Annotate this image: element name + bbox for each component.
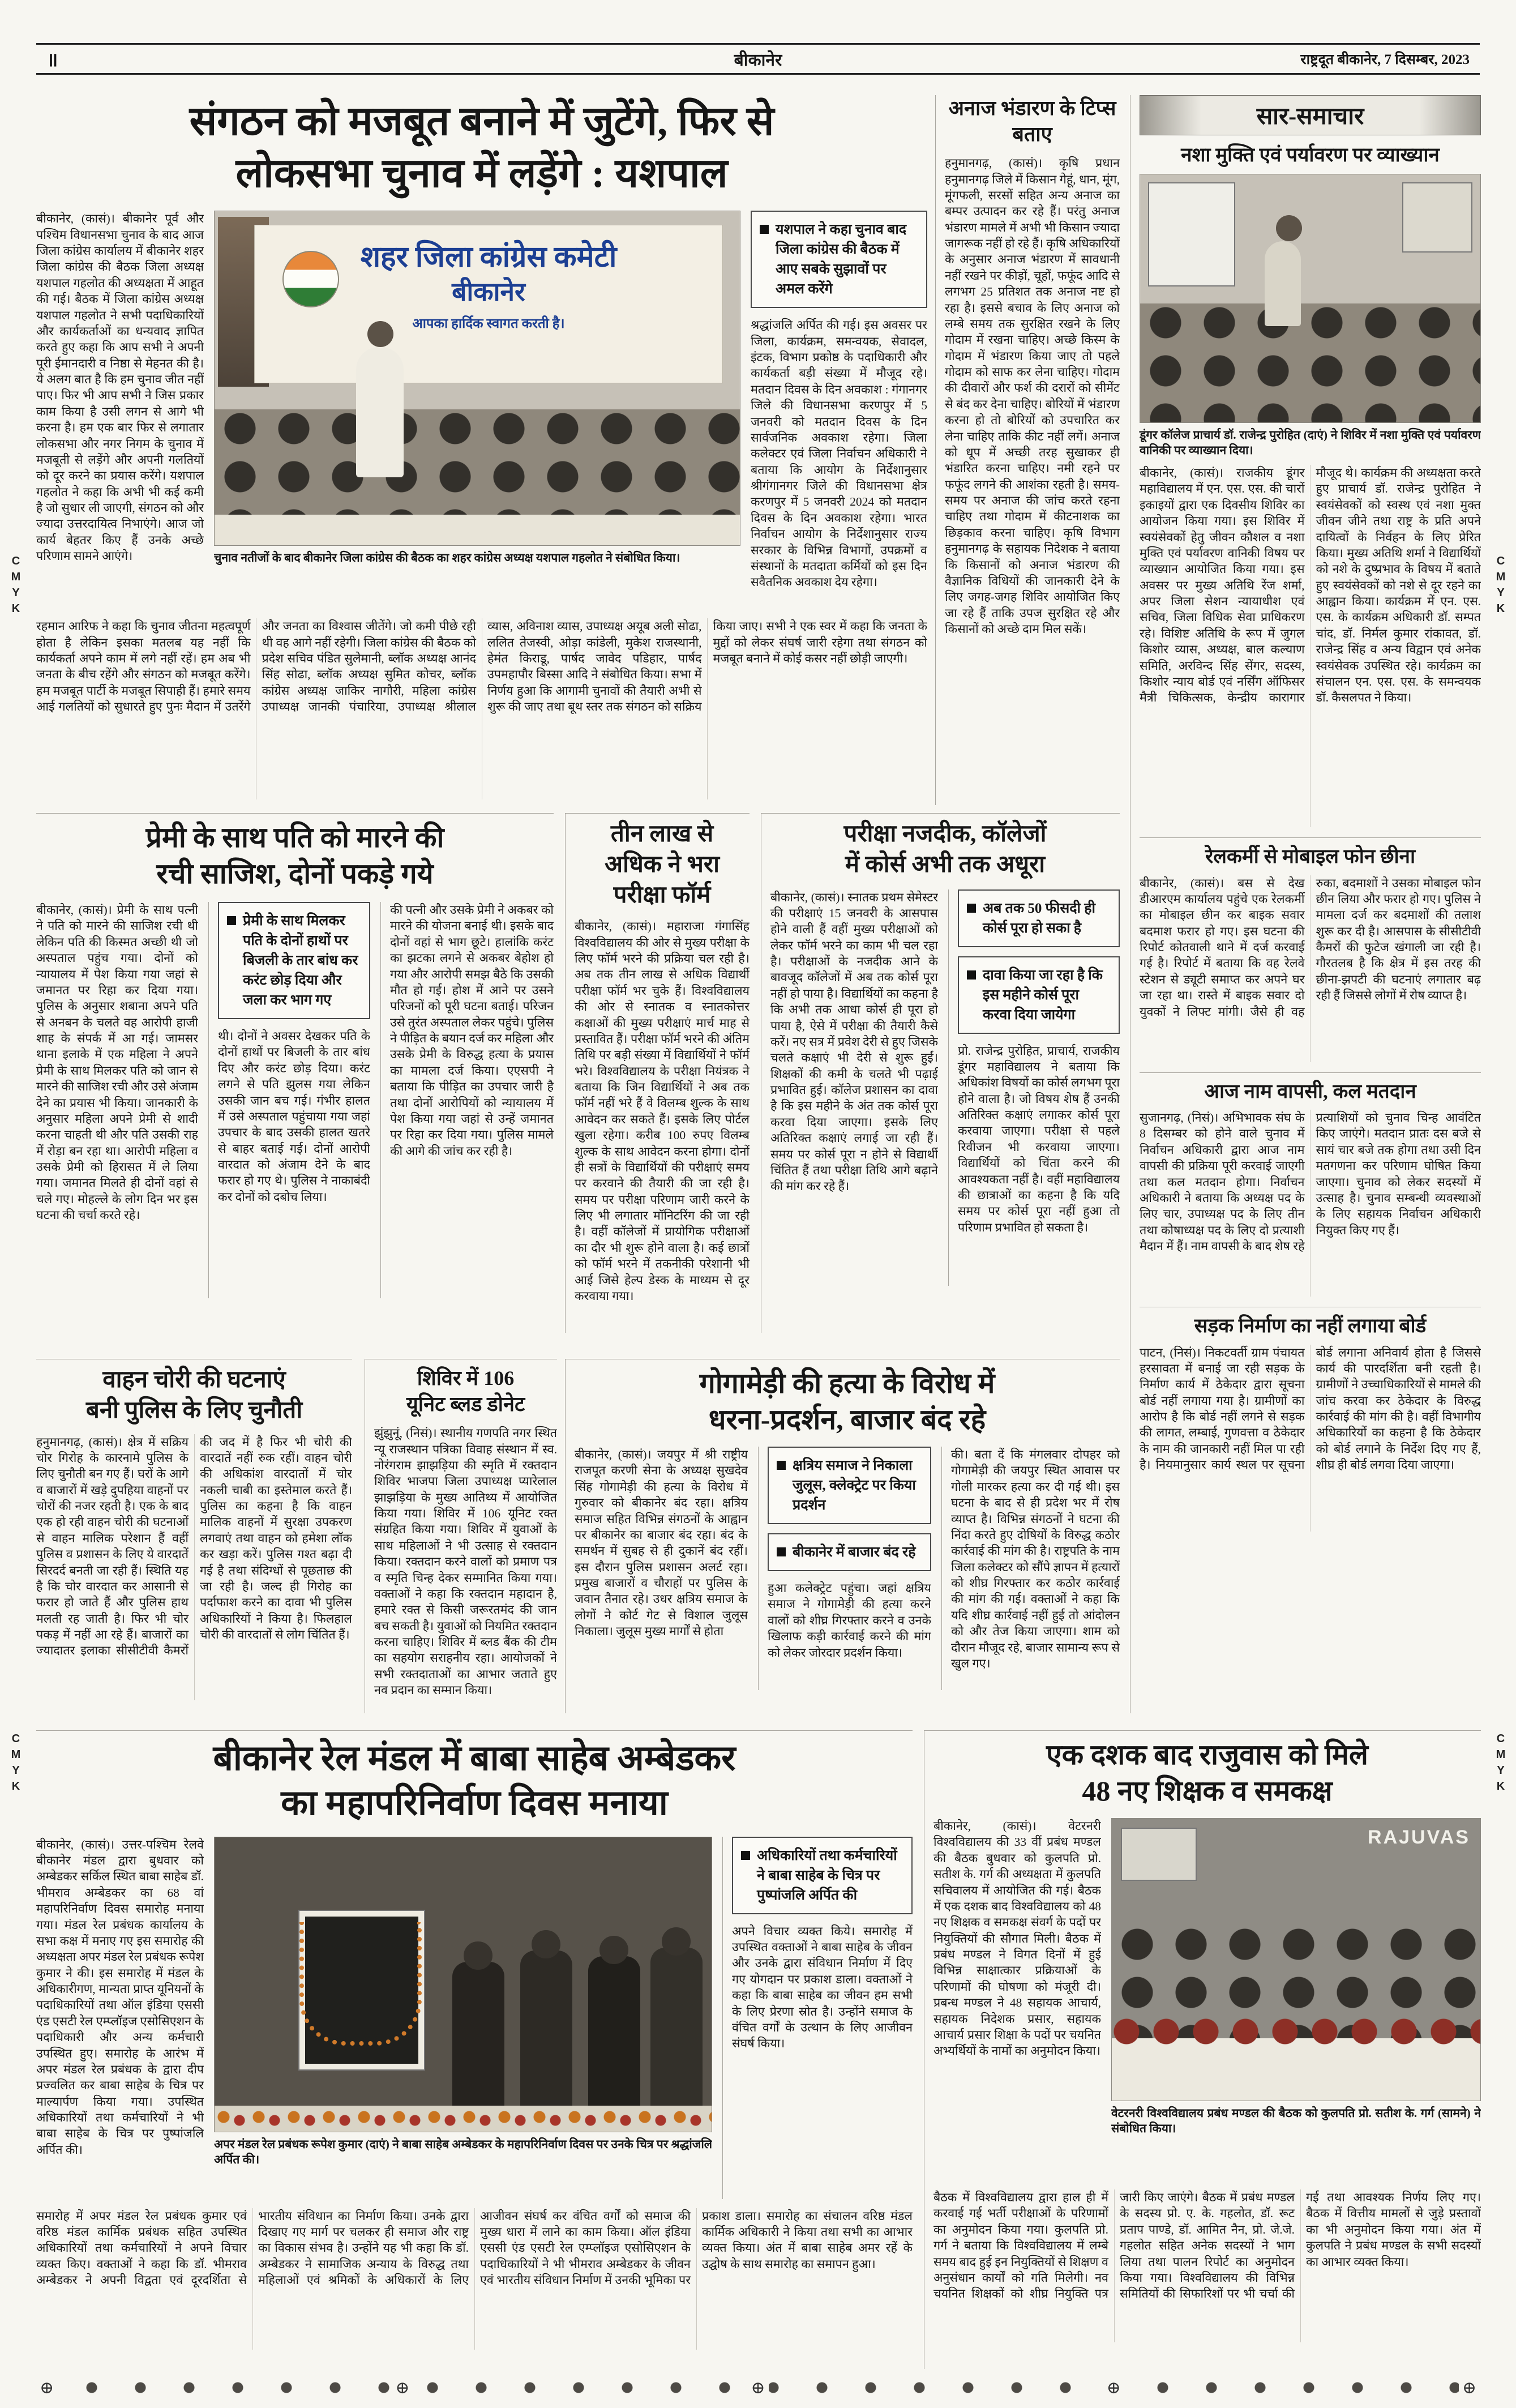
gogamedi-box2-text: बीकानेर में बाजार बंद रहे (793, 1545, 916, 1560)
article-exam-form-headline-line2: अधिक ने भरा (605, 851, 720, 878)
gogamedi-box1 (768, 1447, 931, 1524)
article-yashpal-headline-line1: संगठन को मजबूत बनाने में जुटेंगे, फिर से (189, 99, 774, 144)
article-exam-form-headline-line1: तीन लाख से (610, 821, 714, 847)
article-vehicle-body: हनुमानगढ़, (कासं)। क्षेत्र में सक्रिय चोर गिरोह के कारनामे पुलिस के लिए चुनौती बन गए हैं। घरों के आगे व बाजारों में खड़े दुपहिया वाहनों पर चोरों की नजर रहती है। एक के बाद एक हो रही वाहन चोरी की घटनाओं से वाहन मालिक परेशान हैं वहीं पुलिस व प्रशासन के लिए ये वारदातें सिरदर्द बनती जा रही हैं। स्थिति यह है कि चोर वारदात कर आसानी से फरार हो जाते हैं और पुलिस हाथ मलती रह जाती है। फिर भी चोर पकड़ में नहीं आ रहे हैं। बाजारों का ज्यादातर इलाका सीसीटीवी कैमरों की जद में है फिर भी चोरी की वारदातें नहीं रुक रहीं। वाहन चोरी की अधिकांश वारदातों में चोर नकली चाबी का इस्तेमाल करते हैं। पुलिस का कहना है कि वाहन मालिक वाहनों में सुरक्षा उपकरण लगवाएं तथा वाहन को हमेशा लॉक कर खड़ा करें। पुलिस गश्त बढ़ा दी गई है तथा संदिग्धों से पूछताछ की जा रही है। जल्द ही गिरोह का पर्दाफाश करने का दावा भी पुलिस अधिकारियों ने किया है। फिलहाल चोरी की वारदातों से लोग चिंतित हैं। (36, 1435, 352, 1658)
rajuvas-meeting-photo (1111, 1818, 1481, 2101)
masthead-city-title: बीकानेर (734, 50, 782, 70)
registration-marks-strip (36, 2378, 1480, 2397)
article-course-headline-line2: में कोर्स अभी तक अधूरा (845, 851, 1046, 878)
saar-samachar-rail (1130, 95, 1481, 1713)
article-ambedkar (36, 1730, 913, 2369)
congress-photo-caption: चुनाव नतीजों के बाद बीकानेर जिला कांग्रेस की बैठक का शहर कांग्रेस अध्यक्ष यशपाल गहलोत ने संबोधित किया। (214, 551, 680, 565)
course-box1 (958, 889, 1120, 947)
rajuvas-photo-caption: वेटरनरी विश्वविद्यालय प्रबंध मण्डल की बैठक को कुलपति प्रो. सतीश के. गर्ग (सामने) ने संबोधित किया। (1111, 2106, 1481, 2136)
congress-meeting-photo (214, 211, 740, 546)
article-blood-headline-line2: यूनिट ब्लड डोनेट (406, 1393, 525, 1416)
article-course (761, 813, 1120, 1333)
course-box2 (958, 956, 1120, 1034)
article-vehicle (36, 1359, 352, 1713)
nasha-shivir-photo (1140, 174, 1481, 423)
congress-logo-icon (282, 251, 339, 307)
article-ambedkar-headline-line2: का महापरिनिर्वाण दिवस मनाया (281, 1784, 668, 1823)
article-phone-headline: रेलकर्मी से मोबाइल फोन छीना (1140, 837, 1481, 870)
article-blood-body: झुंझुनूं, (निसं)। स्थानीय गणपति नगर स्थित न्यू राजस्थान पत्रिका विवाह संस्थान में स्व. नोरंगराम झाझड़िया की स्मृति में रक्तदान शिविर भाजपा जिला उपाध्यक्ष प्यारेलाल झाझड़िया के मुख्य आतिथ्य में आयोजित किया गया। शिविर में 106 यूनिट रक्त संग्रहित किया गया। शिविर में युवाओं के साथ महिलाओं ने भी उत्साह से रक्तदान किया। रक्तदान करने वालों को प्रमाण पत्र व स्मृति चिन्ह देकर सम्मानित किया गया। वक्ताओं ने कहा कि रक्तदान महादान है, हमारे रक्त से किसी जरूरतमंद की जान बच सकती है। युवाओं को नियमित रक्तदान करना चाहिए। शिविर में ब्लड बैंक की टीम का सहयोग सराहनीय रहा। आयोजकों ने सभी रक्तदाताओं का आभार जताते हुए नव प्रदान का सम्मान किया। (374, 1426, 557, 1697)
article-yashpal-bottom-text: रहमान आरिफ ने कहा कि चुनाव जीतना महत्वपूर्ण होता है लेकिन इसका मतलब यह नहीं कि कार्यकर्ता अपने काम में लगे नहीं रहें। हम अब भी जनता के बीच रहेंगे और संगठन को मजबूत करेंगे। हम मजबूत पार्टी के मजबूत सिपाही हैं। हमारे समय आई गलतियों को सुधारते हुए पुनः मैदान में उतरेंगे और जनता का विश्वास जीतेंगे। जो कमी पीछे रही थी वह आगे नहीं रहेगी। जिला कांग्रेस की बैठक को प्रदेश सचिव पंडित सुलेमानी, ब्लॉक अध्यक्ष आनंद सिंह सोढा, ब्लॉक अध्यक्ष सुमित कोचर, ब्लॉक कांग्रेस अध्यक्ष जाकिर नागौरी, महिला कांग्रेस उपाध्यक्ष जानकी पंचारिया, उपाध्यक्ष श्रीलाल व्यास, अविनाश व्यास, उपाध्यक्ष अयूब अली सोढा, ललित तेजस्वी, ओड़ा कांडेली, मुकेश राजस्थानी, हेमंत किराडू, पार्षद जावेद पडिहार, पार्षद उपमहापौर बिस्सा आदि ने संबोधित किया। सभा में निर्णय हुआ कि आगामी चुनावों की तैयारी अभी से शुरू की जाए तथा बूथ स्तर तक संगठन को सक्रिय किया जाए। सभी ने एक स्वर में कहा कि जनता के मुद्दों को लेकर संघर्ष जारी रहेगा तथा संगठन को मजबूत बनाने में कोई कसर नहीं छोड़ी जाएगी। (36, 619, 927, 714)
article-gogamedi-column2: हुआ कलेक्ट्रेट पहुंचा। जहां क्षत्रिय समाज ने गोगामेड़ी की हत्या करने वालों को शीघ्र गिरफ्तार करने व उनके खिलाफ कड़ी कार्रवाई करने की मांग को लेकर जोरदार प्रदर्शन किया। (768, 1581, 931, 1659)
article-ambedkar-bottom-text: समारोह में अपर मंडल रेल प्रबंधक कुमार एवं वरिष्ठ मंडल कार्मिक प्रबंधक सहित उपस्थित अधिकारियों तथा कर्मचारियों ने अपने विचार व्यक्त किए। वक्ताओं ने कहा कि डॉ. भीमराव अम्बेडकर ने अपनी विद्वता एवं दूरदर्शिता से भारतीय संविधान का निर्माण किया। उनके द्वारा दिखाए गए मार्ग पर चलकर ही समाज और राष्ट्र का विकास संभव है। उन्होंने यह भी कहा कि डॉ. अम्बेडकर ने सामाजिक अन्याय के विरुद्ध तथा महिलाओं एवं श्रमिकों के अधिकारों के लिए आजीवन संघर्ष कर वंचित वर्गों को समाज की मुख्य धारा में लाने का काम किया। ऑल इंडिया एससी एंड एसटी रेल एम्प्लॉइज एसोसिएशन के पदाधिकारियों ने भी भीमराव अम्बेडकर के जीवन एवं भारतीय संविधान निर्माण में उनकी भूमिका पर प्रकाश डाला। समारोह का संचालन वरिष्ठ मंडल कार्मिक अधिकारी ने किया तथा सभी का आभार व्यक्त किया। अंत में बाबा साहेब अमर रहें के उद्घोष के साथ समारोह का समापन हुआ। (36, 2209, 913, 2287)
course-box1-text: अब तक 50 फीसदी ही कोर्स पूरा हो सका है (983, 900, 1095, 936)
article-rajuvas-column-left: बीकानेर, (कासं)। वेटरनरी विश्वविद्यालय की 33 वीं प्रबंध मण्डल की बैठक बुधवार को कुलपति प्रो. सतीश के. गर्ग की अध्यक्षता में कुलपति सचिवालय में आयोजित की गई। बैठक में एक दशक बाद विश्वविद्यालय को 48 नए शिक्षक व समकक्ष संवर्ग के पदों पर नियुक्तियों की सौगात मिली। बैठक में प्रबंध मण्डल ने विगत दिनों में हुई विभिन्न साक्षात्कार प्रक्रियाओं के परिणामों की घोषणा को मंजूरी दी। प्रबन्ध मण्डल ने 48 सहायक आचार्य, सहायक निदेशक प्रसार, सहायक आचार्य प्रसार शिक्षा के पदों पर चयनित अभ्यर्थियों के नामों का अनुमोदन किया। (933, 1819, 1101, 2058)
premi-pullquote-text: प्रेमी के साथ मिलकर पति के दोनों हाथों पर बिजली के तार बांध कर करंट छोड़ दिया और जला कर भाग गए (243, 913, 358, 1008)
projector-screen (1148, 182, 1235, 286)
window-light (1402, 182, 1472, 253)
article-exam-form (565, 813, 750, 1333)
article-phone-body: बीकानेर, (कासं)। बस से देख डीआरएम कार्यालय पहुंचे एक रेलकर्मी का मोबाइल छीन कर बाइक सवार बदमाश फरार हो गए। इस घटना की रिपोर्ट कोतवाली थाने में दर्ज करवाई गई है। रिपोर्ट में बताया कि वह रेलवे स्टेशन से ड्यूटी समाप्त कर अपने घर जा रहा था। रास्ते में बाइक सवार दो युवकों ने लिफ्ट मांगी। जैसे ही वह रुका, बदमाशों ने उसका मोबाइल फोन छीन लिया और फरार हो गए। पुलिस ने मामला दर्ज कर बदमाशों की तलाश शुरू कर दी है। आसपास के सीसीटीवी कैमरों की फुटेज खंगाली जा रही है। गौरतलब है कि क्षेत्र में इस तरह की छीना-झपटी की घटनाएं लगातार बढ़ रही हैं जिससे लोगों में रोष व्याप्त है। (1140, 876, 1481, 1019)
article-vehicle-headline-line2: बनी पुलिस के लिए चुनौती (85, 1397, 303, 1423)
article-vehicle-headline-line1: वाहन चोरी की घटनाएं (102, 1367, 286, 1393)
article-gogamedi-column3: की। बता दें कि मंगलवार दोपहर को गोगामेड़ी की जयपुर स्थित आवास पर गोली मारकर हत्या कर दी गई थी। इस घटना के बाद से ही प्रदेश भर में रोष व्याप्त है। विभिन्न संगठनों ने घटना की निंदा करते हुए दोषियों के विरुद्ध कठोर कार्रवाई की मांग की है। राष्ट्रपति के नाम जिला कलेक्टर को सौंपे ज्ञापन में हत्यारों को शीघ्र गिरफ्तार कर कठोर कार्रवाई की मांग की गई। वक्ताओं ने कहा कि यदि शीघ्र कार्रवाई नहीं हुई तो आंदोलन को और तेज किया जाएगा। शाम को दौरान मौजूद रहे, बाजार सामान्य रूप से खुल गए। (941, 1447, 1120, 1690)
article-rajuvas-headline-line2: 48 नए शिक्षक व समकक्ष (1082, 1775, 1333, 1807)
article-gogamedi (565, 1359, 1120, 1713)
article-ambedkar-column-right: अपने विचार व्यक्त किये। समारोह में उपस्थित वक्ताओं ने बाबा साहेब के जीवन और उनके द्वारा संविधान निर्माण में दिए गए योगदान पर प्रकाश डाला। वक्ताओं ने कहा कि बाबा साहेब का जीवन हम सभी के लिए प्रेरणा स्रोत है। उन्होंने समाज के वंचित वर्गों के उत्थान के लिए आजीवन संघर्ष किया। (732, 1924, 913, 2051)
article-gogamedi-headline-line2: धरना-प्रदर्शन, बाजार बंद रहे (708, 1404, 986, 1435)
article-course-headline-line1: परीक्षा नजदीक, कॉलेजों (843, 821, 1047, 847)
square-bullet-icon (227, 916, 236, 925)
article-premi-column3: की पत्नी और उसके प्रेमी ने अकबर को मारने की योजना बनाई थी। इसके बाद दोनों वहां से भाग छूटे। हालांकि करंट का झटका लगने से अकबर बेहोश हो गया और आरोपी समझ बैठे कि उसकी मौत हो गई। होश में आने पर उसने परिजनों को पूरी घटना बताई। परिजन उसे तुरंत अस्पताल लेकर पहुंचे। पुलिस ने पीड़ित के बयान दर्ज कर महिला और उसके प्रेमी के विरुद्ध हत्या के प्रयास का मामला दर्ज किया। एएसपी ने बताया कि पीड़ित का उपचार जारी है तथा दोनों आरोपियों को न्यायालय में पेश किया गया जहां से उन्हें जमानत पर रिहा कर दिया गया। पुलिस मामले की आगे की जांच कर रही है। (380, 902, 554, 1298)
speaker-silhouette (356, 347, 404, 477)
article-anaj-headline: अनाज भंडारण के टिप्स बताए (948, 97, 1116, 146)
seminar-audience-silhouettes (1140, 303, 1480, 422)
meeting-table (215, 515, 740, 545)
article-exam-form-headline-line3: परीक्षा फॉर्म (613, 882, 711, 908)
article-ambedkar-column-left: बीकानेर, (कासं)। उत्तर-पश्चिम रेलवे बीकानेर मंडल द्वारा बुधवार को अम्बेडकर सर्किल स्थित बाबा साहेब डॉ. भीमराव अम्बेडकर का 68 वां महापरिनिर्वाण दिवस समारोह मनाया गया। मंडल रेल प्रबंधक कार्यालय के सभा कक्ष में मनाए गए इस समारोह की अध्यक्षता अपर मंडल रेल प्रबंधक रूपेश कुमार ने की। इस समारोह में मंडल के अधिकारीगण, मान्यता प्राप्त यूनियनों के पदाधिकारियों तथा ऑल इंडिया एससी एंड एसटी रेल एम्प्लॉइज एसोसिएशन के पदाधिकारी और अन्य कर्मचारी उपस्थित हुए। समारोह के आरंभ में अपर मंडल रेल प्रबंधक के द्वारा दीप प्रज्वलित कर बाबा साहेब के चित्र पर माल्यार्पण किया गया। उपस्थित अधिकारियों तथा कर्मचारियों ने भी बाबा साहेब के चित्र पर पुष्पांजलि अर्पित की। (36, 1837, 204, 2157)
cmyk-mark-bottom-right: CMYK (1494, 1733, 1507, 1796)
square-bullet-icon (967, 970, 976, 980)
ambedkar-photo-caption: अपर मंडल रेल प्रबंधक रूपेश कुमार (दाएं) ने बाबा साहेब अम्बेडकर के महापरिनिर्वाण दिवस पर उनके चित्र पर श्रद्धांजलि अर्पित की। (214, 2137, 712, 2167)
lecturer-silhouette (1265, 241, 1301, 326)
article-gogamedi-column1: बीकानेर, (कासं)। जयपुर में श्री राष्ट्रीय राजपूत करणी सेना के अध्यक्ष सुखदेव सिंह गोगामेड़ी की हत्या के विरोध में गुरुवार को बीकानेर बंद रहा। क्षत्रिय समाज सहित विभिन्न संगठनों के आह्वान पर बीकानेर का बाजार बंद रहा। बंद के समर्थन में सुबह से ही दुकानें बंद रहीं। इस दौरान पुलिस प्रशासन अलर्ट रहा। प्रमुख बाजारों व चौराहों पर पुलिस के जवान तैनात रहे। उधर क्षत्रिय समाज के लोगों ने कोर्ट गेट से विशाल जुलूस निकाला। जुलूस मुख्य मार्गों से होता (575, 1448, 748, 1639)
cmyk-mark-bottom-left: CMYK (10, 1733, 22, 1796)
article-naam-headline: आज नाम वापसी, कल मतदान (1140, 1072, 1481, 1105)
banner-text-line1: शहर जिला कांग्रेस कमेटी (360, 241, 617, 274)
article-premi-column2: थी। दोनों ने अवसर देखकर पति के दोनों हाथों पर बिजली के तार बांध दिए और करंट छोड़ दिया। करंट लगने से पति झुलस गया लेकिन उसकी जान बच गई। गंभीर हालत में उसे अस्पताल पहुंचाया गया जहां उपचार के बाद उसकी हालत खतरे से बाहर बताई गई। दोनों आरोपी वारदात को अंजाम देने के बाद फरार हो गए थे। पुलिस ने नाकाबंदी कर दोनों को दबोच लिया। (218, 1029, 370, 1204)
article-anaj (935, 95, 1120, 805)
yashpal-subhead-text: यशपाल ने कहा चुनाव बाद जिला कांग्रेस की बैठक में आए सबके सुझावों पर अमल करेंगे (776, 222, 907, 297)
rajuvas-wall-sign: RAJUVAS (1368, 1827, 1470, 1848)
article-sadak-headline: सड़क निर्माण का नहीं लगाया बोर्ड (1140, 1307, 1481, 1339)
cmyk-mark-right: CMYK (1494, 555, 1507, 618)
square-bullet-icon (777, 1547, 786, 1556)
saar-samachar-banner: सार-समाचार (1140, 95, 1481, 135)
article-nasha-headline: नशा मुक्ति एवं पर्यावरण पर व्याख्यान (1181, 144, 1440, 166)
square-bullet-icon (741, 1851, 750, 1860)
gogamedi-box2 (768, 1533, 931, 1571)
masthead-logo-icon: ॥ (46, 50, 58, 71)
masthead-edition-date: राष्ट्रदूत बीकानेर, 7 दिसम्बर, 2023 (1300, 52, 1470, 67)
registration-target-icon: ⊕ (1459, 2378, 1480, 2398)
article-rajuvas-bottom-text: बैठक में विश्वविद्यालय द्वारा हाल ही में करवाई गई भर्ती परीक्षाओं के परिणामों का अनुमोदन किया गया। कुलपति प्रो. गर्ग ने बताया कि विश्वविद्यालय में लम्बे समय बाद हुई इन नियुक्तियों से शिक्षण व अनुसंधान कार्यों को गति मिलेगी। नव चयनित शिक्षकों को शीघ्र नियुक्ति पत्र जारी किए जाएंगे। बैठक में प्रबंध मण्डल के सदस्य प्रो. ए. के. गहलोत, डॉ. रूट प्रताप पाण्डे, डॉ. आमित नैन, प्रो. जे.जे. गहलोत सहित अनेक सदस्यों ने भाग लिया तथा पालन रिपोर्ट का अनुमोदन किया गया। विश्वविद्यालय की विभिन्न समितियों की सिफारिशों पर भी चर्चा की गई तथा आवश्यक निर्णय लिए गए। बैठक में वित्तीय मामलों से जुड़े प्रस्तावों का भी अनुमोदन किया गया। अंत में कुलपति ने प्रबंध मण्डल के सभी सदस्यों का आभार व्यक्त किया। (933, 2191, 1481, 2301)
person-silhouette (452, 1962, 504, 2109)
masthead (36, 43, 1480, 75)
article-yashpal (36, 95, 927, 805)
article-course-column2: प्रो. राजेन्द्र पुरोहित, प्राचार्य, राजकीय डूंगर महाविद्यालय ने बताया कि अधिकांश विषयों का कोर्स लगभग पूरा होने वाला है। जो विषय शेष हैं उनकी अतिरिक्त कक्षाएं लगाकर कोर्स पूरा करवाया जाएगा। परीक्षा से पहले रिवीजन भी करवाया जाएगा। विद्यार्थियों को चिंता करने की आवश्यकता नहीं है। वहीं महाविद्यालय की छात्राओं का कहना है कि यदि समय पर कोर्स पूरा नहीं हुआ तो परिणाम प्रभावित हो सकता है। (958, 1043, 1120, 1234)
person-silhouette (650, 1948, 703, 2109)
course-box2-text: दावा किया जा रहा है कि इस महीने कोर्स पूरा करवा दिया जायेगा (983, 967, 1103, 1023)
ambedkar-subhead-box (732, 1837, 913, 1914)
article-blood (365, 1359, 557, 1713)
article-rajuvas (924, 1730, 1481, 2369)
article-course-column1: बीकानेर, (कासं)। स्नातक प्रथम सेमेस्टर की परीक्षाएं 15 जनवरी के आसपास होने वाली हैं वहीं मुख्य परीक्षाओं को लेकर फॉर्म भरने का काम भी चल रहा है। परीक्षाओं के नजदीक आने के बावजूद कॉलेजों में अब तक कोर्स पूरा नहीं हो पाया है। विद्यार्थियों का कहना है कि अभी तक आधा कोर्स ही पूरा हो पाया है, ऐसे में परीक्षा की तैयारी कैसे करें। नए सत्र में प्रवेश देरी से हुए जिसके चलते कक्षाएं भी देरी से शुरू हुईं। शिक्षकों की कमी के चलते भी पढ़ाई प्रभावित हुई। कॉलेज प्रशासन का दावा है कि इस महीने के अंत तक कोर्स पूरा करवा दिया जाएगा। इसके लिए अतिरिक्त कक्षाएं लगाई जा रही हैं। समय पर कोर्स पूरा न होने से विद्यार्थी चिंतित हैं तथा परीक्षा तिथि आगे बढ़ाने की मांग कर रहे हैं। (770, 890, 938, 1194)
article-blood-headline-line1: शिविर में 106 (417, 1367, 515, 1389)
article-sadak-body: पाटन, (निसं)। निकटवर्ती ग्राम पंचायत हरसावता में बनाई जा रही सड़क के निर्माण कार्य में ठेकेदार द्वारा सूचना बोर्ड नहीं लगाया गया है। ग्रामीणों का आरोप है कि बोर्ड नहीं लगने से सड़क की लागत, लम्बाई, गुणवत्ता व ठेकेदार के नाम की जानकारी नहीं मिल पा रही है। नियमानुसार कार्य स्थल पर सूचना बोर्ड लगाना अनिवार्य होता है जिससे कार्य की पारदर्शिता बनी रहती है। ग्रामीणों ने उच्चाधिकारियों से मामले की जांच करवा कर ठेकेदार के विरुद्ध कार्रवाई की मांग की है। वहीं विभागीय अधिकारियों का कहना है कि ठेकेदार को बोर्ड लगाने के निर्देश दिए गए हैं, शीघ्र ही बोर्ड लगवा दिया जाएगा। (1140, 1345, 1481, 1472)
banner-text-line3: आपका हार्दिक स्वागत करती है। (412, 316, 565, 332)
square-bullet-icon (967, 904, 976, 913)
person-silhouette (588, 1956, 640, 2109)
article-rajuvas-headline-line1: एक दशक बाद राजुवास को मिले (1046, 1739, 1368, 1770)
article-yashpal-headline-line2: लोकसभा चुनाव में लड़ेंगे : यशपाल (235, 151, 728, 196)
article-yashpal-column-left: बीकानेर, (कासं)। बीकानेर पूर्व और पश्चिम विधानसभा चुनाव के बाद आज जिला कांग्रेस कार्यालय में बीकानेर शहर जिला कांग्रेस की बैठक जिला अध्यक्ष यशपाल गहलोत की अध्यक्षता में आहूत की गई। बैठक में जिला कांग्रेस अध्यक्ष यशपाल गहलोत ने सभी पदाधिकारियों और कार्यकर्ताओं का धन्यवाद ज्ञापित करते हुए कहा कि आप सभी ने अपनी पूरी ईमानदारी व निष्ठा से मेहनत की है। ये अलग बात है कि हम चुनाव जीत नहीं पाए। फिर भी आप सभी ने जिस प्रकार काम किया है उसी लगन से आगे भी करना है। हम एक बार फिर से लगातार लोकसभा और नगर निगम के चुनाव में मजबूती से लड़ेंगे और अपनी गलतियों को दूर करने का प्रयास करेंगे। यशपाल गहलोत ने कहा कि अभी भी कई कमी है जो सुधार ली जाएगी, संगठन को और ज्यादा उत्तरदायित्व निभाएंगे। आज जो कार्य बेहतर किए हैं उनके अच्छे परिणाम सामने आएंगे। (36, 212, 204, 563)
wall-screen (1121, 1828, 1197, 1881)
article-nasha-body: बीकानेर, (कासं)। राजकीय डूंगर महाविद्यालय में एन. एस. एस. की चारों इकाइयों द्वारा एक दिवसीय शिविर का आयोजन किया गया। इस शिविर में स्वयंसेवकों हेतु जीवन कौशल व नशा मुक्ति एवं पर्यावरण वानिकी विषय पर व्याख्यान आयोजित किया गया। इस अवसर पर मुख्य अतिथि रेंज शर्मा, अपर जिला सेशन न्यायाधीश एवं सचिव, जिला विधिक सेवा प्राधिकरण रहे। विशिष्ट अतिथि के रूप में जुगल किशोर व्यास, अध्यक्ष, बाल कल्याण समिति, अरविन्द सिंह सेंगर, सदस्य, किशोर न्याय बोर्ड एवं नर्सिंग ऑफिसर मैत्री चिकित्सक, केन्द्रीय कारागार मौजूद थे। कार्यक्रम की अध्यक्षता करते हुए प्राचार्य डॉ. राजेन्द्र पुरोहित ने स्वयंसेवकों को स्वस्थ एवं नशा मुक्त जीवन जीने तथा राष्ट्र के प्रति अपने दायित्वों के निर्वहन के लिए प्रेरित किया। मुख्य अतिथि शर्मा ने विद्यार्थियों को नशे के दुष्प्रभाव के विषय में बताते हुए स्वयंसेवकों को नशे से दूर रहने का आह्वान किया। कार्यक्रम में एन. एस. एस. के कार्यक्रम अधिकारी डॉ. सम्पत चांद, डॉ. निर्मल कुमार रांकावत, डॉ. राजेन्द्र सिंह व अन्य विद्वान एवं अनेक स्वयंसेवक उपस्थित रहे। कार्यक्रम का संचालन एन. एस. एस. के समन्वयक डॉ. कैसलपत ने किया। (1140, 466, 1481, 705)
cmyk-mark-left: CMYK (10, 555, 22, 618)
red-chairs (1112, 2016, 1480, 2048)
article-premi (36, 813, 554, 1333)
person-silhouette (520, 1951, 572, 2109)
registration-target-icon: ⊕ (36, 2378, 57, 2398)
garland (299, 1922, 422, 2046)
article-naam-body: सुजानगढ़, (निसं)। अभिभावक संघ के 8 दिसम्बर को होने वाले चुनाव में निर्वाचन अधिकारी द्वारा आज नाम वापसी की प्रक्रिया पूरी करवाई जाएगी तथा कल मतदान होगा। निर्वाचन अधिकारी ने बताया कि अध्यक्ष पद के लिए चार, उपाध्यक्ष पद के लिए तीन तथा कोषाध्यक्ष पद के लिए दो प्रत्याशी मैदान में हैं। नाम वापसी के बाद शेष रहे प्रत्याशियों को चुनाव चिन्ह आवंटित किए जाएंगे। मतदान प्रातः दस बजे से सायं चार बजे तक होगा तथा उसी दिन मतगणना कर परिणाम घोषित किया जाएगा। चुनाव को लेकर सदस्यों में उत्साह है। चुनाव सम्बन्धी व्यवस्थाओं के लिए सहायक निर्वाचन अधिकारी नियुक्त किए गए हैं। (1140, 1111, 1481, 1254)
flower-table (215, 2106, 712, 2132)
ambedkar-subhead-text: अधिकारियों तथा कर्मचारियों ने बाबा साहेब के चित्र पर पुष्पांजलि अर्पित की (757, 1847, 897, 1903)
registration-target-icon: ⊕ (1103, 2378, 1124, 2398)
banner-text-line2: बीकानेर (452, 277, 525, 306)
registration-target-icon: ⊕ (747, 2378, 768, 2398)
gogamedi-box1-text: क्षत्रिय समाज ने निकाला जुलूस, क्लेक्ट्रेट पर किया प्रदर्शन (793, 1458, 916, 1513)
ambedkar-ceremony-photo (214, 1837, 712, 2132)
article-yashpal-column-right: श्रद्धांजलि अर्पित की गई। इस अवसर पर जिला, कार्यक्रम, समन्वयक, सेवादल, इंटक, विभाग प्रकोष्ठ के पदाधिकारी और कार्यकर्ता बड़ी संख्या में मौजूद रहे। मतदान दिवस के दिन अवकाश : गंगानगर जिले की विधानसभा करणपुर में 5 जनवरी को मतदान दिवस के दिन सार्वजनिक अवकाश रहेगा। जिला कलेक्टर एवं जिला निर्वाचन अधिकारी ने बताया कि आयोग के निर्देशानुसार श्रीगंगानगर जिले की विधानसभा क्षेत्र करणपुर में 5 जनवरी 2024 को मतदान दिवस के दिन अवकाश रहेगा। भारत निर्वाचन आयोग के निर्देशानुसार राज्य सरकार के विभिन्न विभागों, उपक्रमों व संस्थानों के मतदाता कर्मियों को इस दिन सवैतनिक अवकाश देय रहेगा। (751, 318, 927, 589)
congress-banner (254, 225, 723, 383)
article-premi-headline-line1: प्रेमी के साथ पति को मारने की (145, 822, 444, 853)
article-gogamedi-headline-line1: गोगामेड़ी की हत्या के विरोध में (699, 1367, 995, 1399)
article-premi-headline-line2: रची साजिश, दोनों पकड़े गये (156, 858, 434, 889)
registration-target-icon: ⊕ (392, 2378, 413, 2398)
square-bullet-icon (777, 1461, 786, 1470)
article-ambedkar-headline-line1: बीकानेर रेल मंडल में बाबा साहेब अम्बेडकर (213, 1739, 736, 1778)
yashpal-subhead-box (751, 211, 927, 308)
premi-pullquote-box (218, 902, 370, 1019)
article-premi-column1: बीकानेर, (कासं)। प्रेमी के साथ पत्नी ने पति को मारने की साजिश रची थी लेकिन पति की किस्मत अच्छी थी जो अस्पताल पहुंच गया। दोनों को न्यायालय में पेश किया गया जहां से जमानत पर रिहा कर दिया गया। पुलिस के अनुसार शबाना अपने पति से अनबन के चलते वह आरोपी हाजी शाह के संपर्क में आ गई। जामसर थाना इलाके में एक महिला ने अपने प्रेमी के साथ मिलकर पति को जान से मारने की साजिश रची और उसे अंजाम देने का प्रयास भी किया। जानकारी के अनुसार महिला अपने प्रेमी से शादी करना चाहती थी और पति उसकी राह में रोड़ा बन रहा था। आरोपी महिला व उसके प्रेमी को हिरासत में ले लिया गया। जमानत मिलते ही दोनों वहां से चले गए। मोहल्ले के लोग दिन भर इस घटना की चर्चा करते रहे। (36, 903, 198, 1222)
nasha-photo-caption: डूंगर कॉलेज प्राचार्य डॉ. राजेन्द्र पुरोहित (दाएं) ने शिविर में नशा मुक्ति एवं पर्यावरण वानिकी पर व्याख्यान दिया। (1140, 427, 1481, 457)
article-anaj-body: हनुमानगढ़, (कासं)। कृषि प्रधान हनुमानगढ़ जिले में किसान गेहूं, धान, मूंग, मूंगफली, सरसों सहित अन्य अनाज का बम्पर उत्पादन कर रहे हैं। परंतु अनाज भंडारण मामले में अभी भी किसान ज्यादा जागरूक नहीं हो रहे हैं। कृषि अधिकारियों के अनुसार अनाज भंडारण में सावधानी नहीं रखने पर कीड़ों, चूहों, फफूंद आदि से लगभग 25 प्रतिशत तक अनाज नष्ट हो रहा है। इससे बचाव के लिए अनाज को लम्बे समय तक सुरक्षित रखने के लिए गोदाम में रखना चाहिए। अच्छे किस्म के गोदाम में भंडारण किया जाए तो पहले गोदाम को साफ कर लेना चाहिए। गोदाम की दीवारों और फर्श की दरारों को सीमेंट से बंद कर देना चाहिए। बोरियों में भंडारण करना हो तो बोरियों को उपचारित कर लेना चाहिए ताकि कीट नहीं लगें। अनाज को धूप में अच्छी तरह सुखाकर ही भंडारित करना चाहिए। नमी रहने पर फफूंद लगने की आशंका रहती है। समय-समय पर अनाज की जांच करते रहना चाहिए तथा गोदाम में कीटनाशक का छिड़काव करना चाहिए। कृषि विभाग हनुमानगढ़ के सहायक निदेशक ने बताया कि किसानों को अनाज भंडारण की वैज्ञानिक विधियों की जानकारी देने के लिए जगह-जगह शिविर आयोजित किए जा रहे हैं ताकि उपज सुरक्षित रहे और किसानों को अच्छे दाम मिल सकें। (945, 156, 1120, 636)
article-exam-form-body: बीकानेर, (कासं)। महाराजा गंगासिंह विश्वविद्यालय की ओर से मुख्य परीक्षा के लिए फॉर्म भरने की प्रक्रिया चल रही है। अब तक तीन लाख से अधिक विद्यार्थी परीक्षा फॉर्म भर चुके हैं। विश्वविद्यालय की ओर से स्नातक व स्नातकोत्तर कक्षाओं की मुख्य परीक्षाएं मार्च माह से प्रस्तावित हैं। परीक्षा फॉर्म भरने की अंतिम तिथि पर बड़ी संख्या में विद्यार्थियों ने फॉर्म भरे। विश्वविद्यालय के परीक्षा नियंत्रक ने बताया कि जिन विद्यार्थियों ने अब तक फॉर्म नहीं भरे हैं वे विलम्ब शुल्क के साथ आवेदन कर सकते हैं। इसके लिए पोर्टल खुला रहेगा। करीब 100 रुपए विलम्ब शुल्क के साथ आवेदन करना होगा। दोनों ही सत्रों के विद्यार्थियों की परीक्षाएं समय पर करवाने की तैयारी की जा रही है। समय पर परीक्षा परिणाम जारी करने के लिए भी लगातार मॉनिटरिंग की जा रही है। वहीं कॉलेजों में प्रायोगिक परीक्षाओं का दौर भी शुरू होने वाला है। कई छात्रों को फॉर्म भरने में तकनीकी परेशानी भी आई जिसे हेल्प डेस्क के माध्यम से दूर करवाया गया। (575, 919, 750, 1303)
square-bullet-icon (760, 225, 769, 234)
